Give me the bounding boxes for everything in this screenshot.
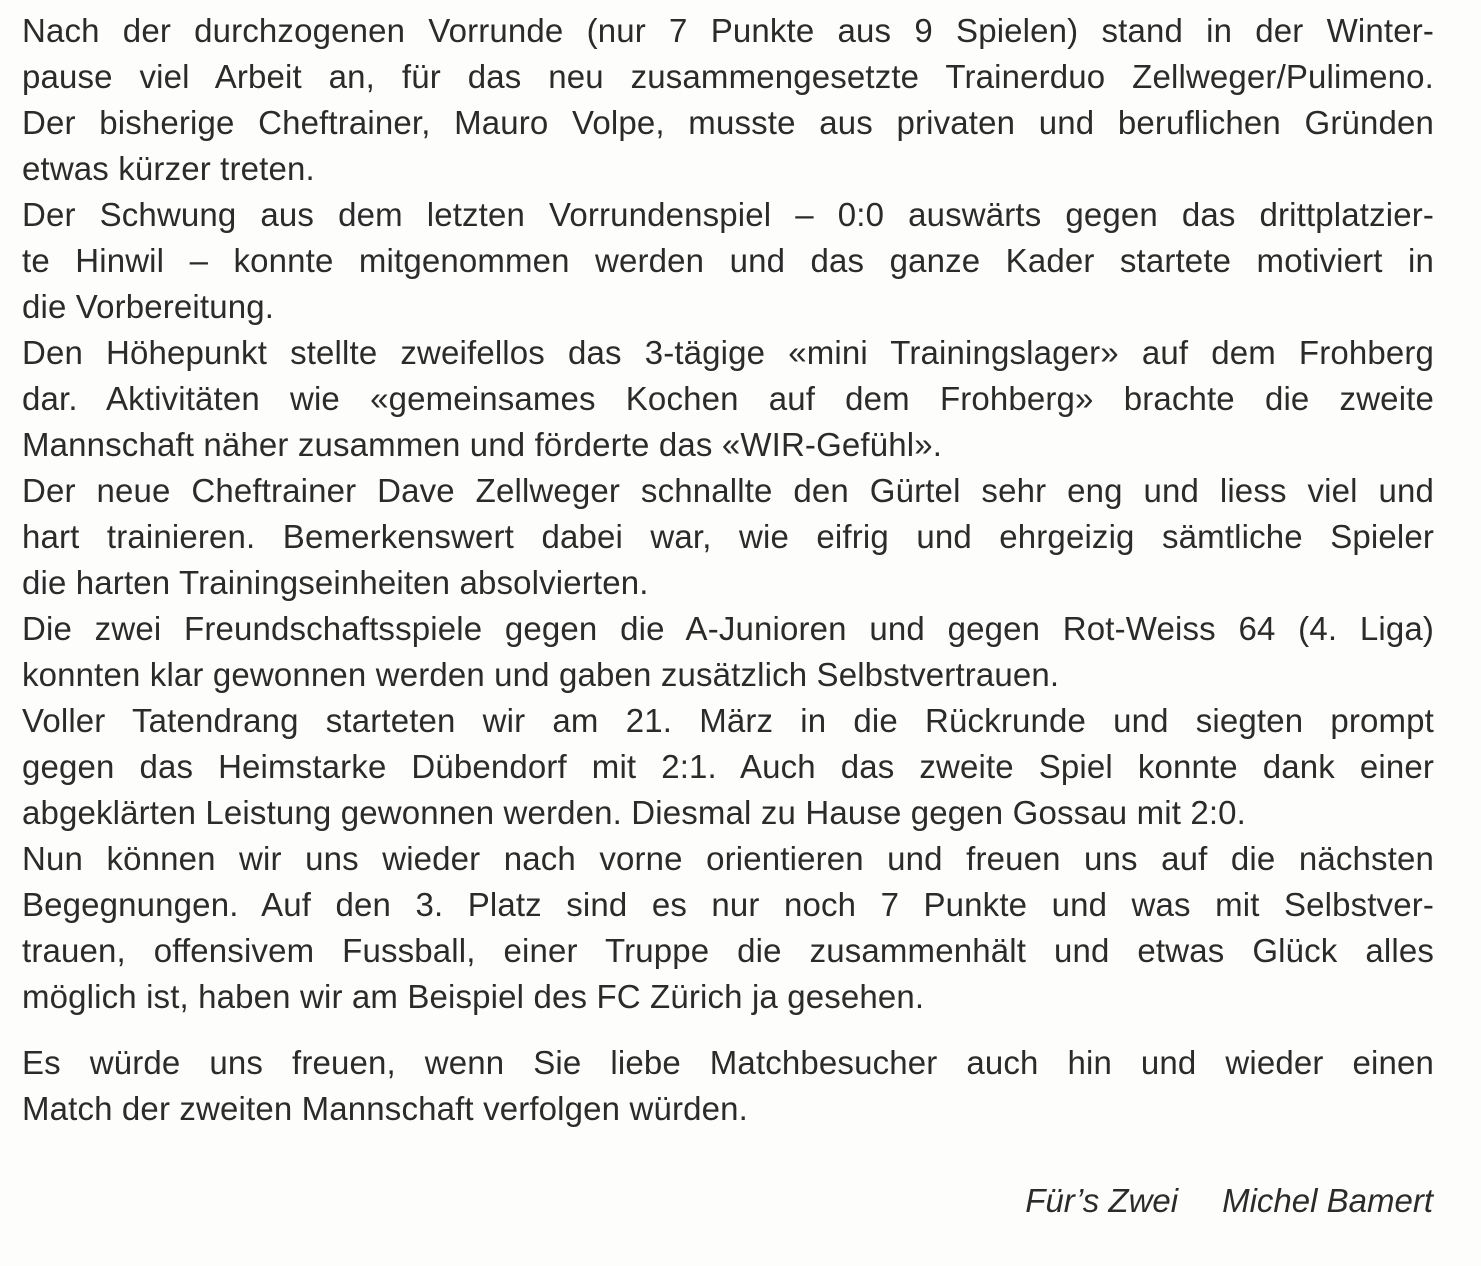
signature-team: Für’s Zwei xyxy=(1025,1182,1179,1219)
text-line: abgeklärten Leistung gewonnen werden. Diesmal zu Hause gegen Gossau mit 2:0. xyxy=(22,794,1246,831)
text-line: Der neue Cheftrainer Dave Zellweger schnallte den Gürtel sehr eng und liess viel und xyxy=(22,472,1434,509)
text-line: Begegnungen. Auf den 3. Platz sind es nur noch 7 Punkte und was mit Selbstver- xyxy=(22,886,1434,923)
text-line: Nach der durchzogenen Vorrunde (nur 7 Punkte aus 9 Spielen) stand in der Winter- xyxy=(22,12,1434,49)
text-line: die harten Trainingseinheiten absolvierten. xyxy=(22,564,649,601)
text-line: Der Schwung aus dem letzten Vorrundenspiel – 0:0 auswärts gegen das drittplatzier- xyxy=(22,196,1434,233)
text-line: pause viel Arbeit an, für das neu zusammengesetzte Trainerduo Zellweger/Pulimeno. xyxy=(22,58,1434,95)
text-line: Die zwei Freundschaftsspiele gegen die A-Junioren und gegen Rot-Weiss 64 (4. Liga) xyxy=(22,610,1434,647)
text-line: Nun können wir uns wieder nach vorne orientieren und freuen uns auf die nächsten xyxy=(22,840,1434,877)
text-line: te Hinwil – konnte mitgenommen werden und das ganze Kader startete motiviert in xyxy=(22,242,1434,279)
text-line: etwas kürzer treten. xyxy=(22,150,315,187)
text-line: gegen das Heimstarke Dübendorf mit 2:1. Auch das zweite Spiel konnte dank einer xyxy=(22,748,1434,785)
text-line: Der bisherige Cheftrainer, Mauro Volpe, musste aus privaten und beruflichen Gründen xyxy=(22,104,1434,141)
text-line: konnten klar gewonnen werden und gaben zusätzlich Selbstvertrauen. xyxy=(22,656,1060,693)
signature-author: Michel Bamert xyxy=(1222,1182,1433,1219)
text-line: Voller Tatendrang starteten wir am 21. März in die Rückrunde und siegten prompt xyxy=(22,702,1434,739)
text-line: Mannschaft näher zusammen und förderte das «WIR-Gefühl». xyxy=(22,426,943,463)
text-line: trauen, offensivem Fussball, einer Truppe die zusammenhält und etwas Glück alles xyxy=(22,932,1434,969)
signature xyxy=(1025,1178,1433,1224)
text-line: die Vorbereitung. xyxy=(22,288,275,325)
text-line: möglich ist, haben wir am Beispiel des FC Zürich ja gesehen. xyxy=(22,978,925,1015)
text-line: Es würde uns freuen, wenn Sie liebe Matchbesucher auch hin und wieder einen xyxy=(22,1044,1434,1081)
text-line: hart trainieren. Bemerkenswert dabei war, wie eifrig und ehrgeizig sämtliche Spieler xyxy=(22,518,1434,555)
text-line: Den Höhepunkt stellte zweifellos das 3-tägige «mini Trainingslager» auf dem Frohberg xyxy=(22,334,1434,371)
text-line: dar. Aktivitäten wie «gemeinsames Kochen auf dem Frohberg» brachte die zweite xyxy=(22,380,1434,417)
text-line: Match der zweiten Mannschaft verfolgen würden. xyxy=(22,1090,748,1127)
